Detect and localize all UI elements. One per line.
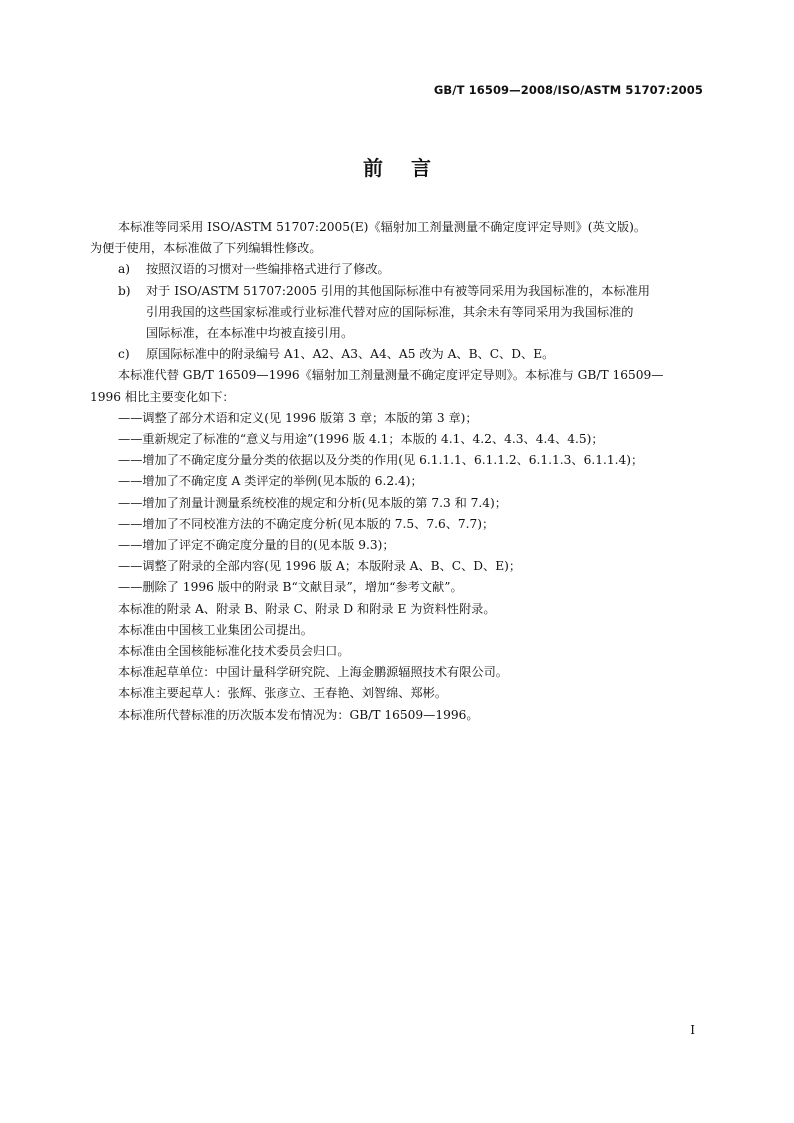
- change-item: ——增加了剂量计测量系统校准的规定和分析(见本版的第 7.3 和 7.4)；: [118, 495, 507, 510]
- change-item: ——增加了不确定度分量分类的依据以及分类的作用(见 6.1.1.1、6.1.1.2、6.1.1.3、6.1.1.4)；: [118, 453, 644, 468]
- paragraph-committee: 本标准由全国核能标准化技术委员会归口。: [118, 644, 350, 659]
- paragraph-adoption: 本标准等同采用 ISO/ASTM 51707:2005(E)《辐射加工剂量测量不确定度评定导则》(英文版)。: [118, 220, 647, 234]
- paragraph-drafting-units: 本标准起草单位：中国计量科学研究院、上海金鹏源辐照技术有限公司。: [118, 665, 508, 680]
- paragraph-annex-info: 本标准的附录 A、附录 B、附录 C、附录 D 和附录 E 为资料性附录。: [118, 601, 496, 616]
- foreword-body: [90, 217, 710, 726]
- list-marker-c: c): [118, 347, 130, 362]
- paragraph-editorial-intro: 为便于使用，本标准做了下列编辑性修改。: [90, 241, 322, 256]
- list-item-a: [90, 259, 710, 280]
- paragraph-replacement-line1: 本标准代替 GB/T 16509—1996《辐射加工剂量测量不确定度评定导则》。本标准与 GB/T 16509—: [118, 368, 664, 383]
- standard-code-header: GB/T 16509—2008/ISO/ASTM 51707:2005: [433, 83, 703, 97]
- list-item-a-text: 按照汉语的习惯对一些编排格式进行了修改。: [146, 262, 390, 277]
- list-marker-a: a): [118, 262, 131, 277]
- page-title: 前言: [363, 156, 459, 180]
- list-item-b: [90, 281, 710, 345]
- change-item: ——增加了不确定度 A 类评定的举例(见本版的 6.2.4)；: [118, 474, 423, 489]
- change-item: ——删除了 1996 版中的附录 B“文献目录”，增加“参考文献”。: [118, 580, 463, 595]
- paragraph-replacement-line2: 1996 相比主要变化如下：: [90, 389, 235, 404]
- paragraph-drafters: 本标准主要起草人：张辉、张彦立、王春艳、刘智绵、郑彬。: [118, 686, 448, 701]
- paragraph-history: 本标准所代替标准的历次版本发布情况为：GB/T 16509—1996。: [118, 707, 479, 722]
- change-item: ——增加了评定不确定度分量的目的(见本版 9.3)；: [118, 538, 395, 553]
- list-item-c: [90, 344, 710, 365]
- list-item-b-line2: 引用我国的这些国家标准或行业标准代替对应的国际标准，其余未有等同采用为我国标准的: [146, 304, 634, 319]
- list-item-b-line1: 对于 ISO/ASTM 51707:2005 引用的其他国际标准中有被等同采用为我国标准的，本标准用: [146, 283, 650, 298]
- list-item-c-text: 原国际标准中的附录编号 A1、A2、A3、A4、A5 改为 A、B、C、D、E。: [146, 347, 555, 362]
- change-item: ——调整了部分术语和定义(见 1996 版第 3 章；本版的第 3 章)；: [118, 410, 478, 425]
- list-marker-b: b): [118, 283, 131, 298]
- change-item: ——增加了不同校准方法的不确定度分析(见本版的 7.5、7.6、7.7)；: [118, 516, 495, 531]
- change-item: ——重新规定了标准的“意义与用途”(1996 版 4.1；本版的 4.1、4.2、4.3、4.4、4.5)；: [118, 432, 604, 447]
- paragraph-proposer: 本标准由中国核工业集团公司提出。: [118, 622, 313, 637]
- page-number: I: [690, 1023, 695, 1037]
- change-item: ——调整了附录的全部内容(见 1996 版 A；本版附录 A、B、C、D、E)；: [118, 559, 522, 574]
- list-item-b-line3: 国际标准，在本标准中均被直接引用。: [146, 326, 354, 341]
